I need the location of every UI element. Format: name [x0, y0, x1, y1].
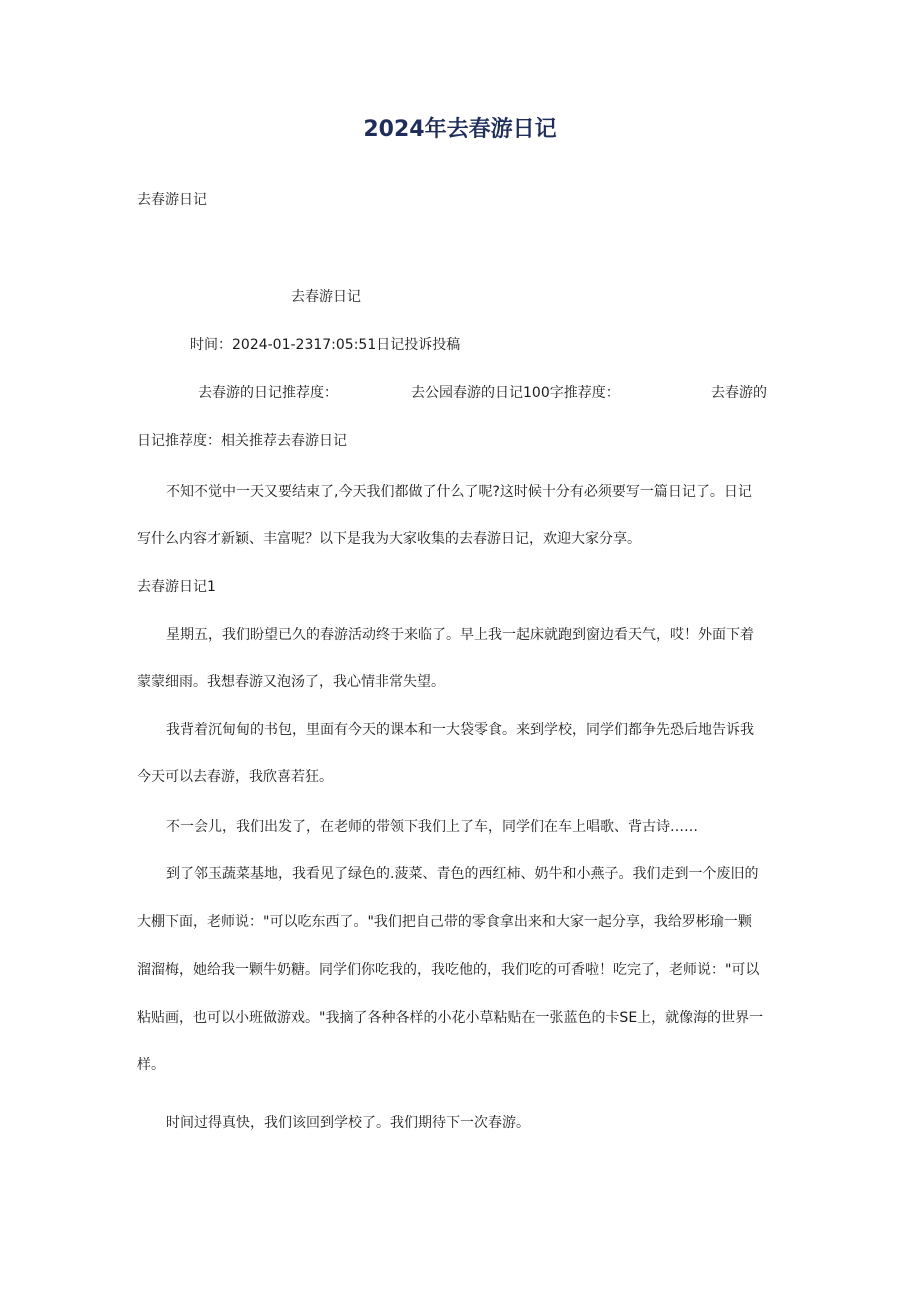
paragraph-line: 到了邻玉蔬菜基地，我看见了绿色的.菠菜、青色的西红柿、奶牛和小燕子。我们走到一个废旧的 [166, 866, 759, 882]
recommend-line: 日记推荐度：相关推荐去春游日记 [137, 433, 347, 449]
paragraph-line: 样。 [137, 1057, 165, 1073]
section-heading: 去春游日记1 [137, 579, 216, 595]
paragraph-line: 今天可以去春游，我欣喜若狂。 [137, 769, 333, 785]
meta-line: 时间：2024-01-2317:05:51日记投诉投稿 [190, 337, 461, 353]
paragraph-line: 大棚下面，老师说："可以吃东西了。"我们把自己带的零食拿出来和大家一起分享，我给罗彬瑜一颗 [137, 914, 752, 930]
paragraph-line: 粘贴画，也可以小班做游戏。"我摘了各种各样的小花小草粘贴在一张蓝色的卡SE上，就像海的世界一 [137, 1010, 764, 1026]
recommend-item[interactable]: 去公园春游的日记100字推荐度： [411, 385, 620, 401]
paragraph-line: 写什么内容才新颖、丰富呢？以下是我为大家收集的去春游日记，欢迎大家分享。 [137, 531, 641, 547]
paragraph-line: 时间过得真快，我们该回到学校了。我们期待下一次春游。 [166, 1115, 530, 1131]
article-title: 去春游日记 [291, 289, 361, 305]
recommend-item[interactable]: 去春游的日记推荐度： [198, 385, 338, 401]
document-title: 2024年去春游日记 [363, 117, 557, 142]
paragraph-line: 溜溜梅，她给我一颗牛奶糖。同学们你吃我的，我吃他的，我们吃的可香啦！吃完了，老师说："可以 [137, 962, 760, 978]
paragraph-line: 不一会儿，我们出发了，在老师的带领下我们上了车，同学们在车上唱歌、背古诗…… [166, 819, 698, 835]
recommend-item[interactable]: 去春游的 [711, 385, 767, 401]
document-subtitle: 去春游日记 [137, 192, 207, 208]
paragraph-line: 不知不觉中一天又要结束了,今天我们都做了什么了呢?这时候十分有必须要写一篇日记了。日记 [166, 484, 752, 500]
paragraph-line: 星期五，我们盼望已久的春游活动终于来临了。早上我一起床就跑到窗边看天气，哎！外面下着 [166, 627, 754, 643]
paragraph-line: 我背着沉甸甸的书包，里面有今天的课本和一大袋零食。来到学校，同学们都争先恐后地告诉我 [166, 722, 754, 738]
paragraph-line: 蒙蒙细雨。我想春游又泡汤了，我心情非常失望。 [137, 674, 445, 690]
